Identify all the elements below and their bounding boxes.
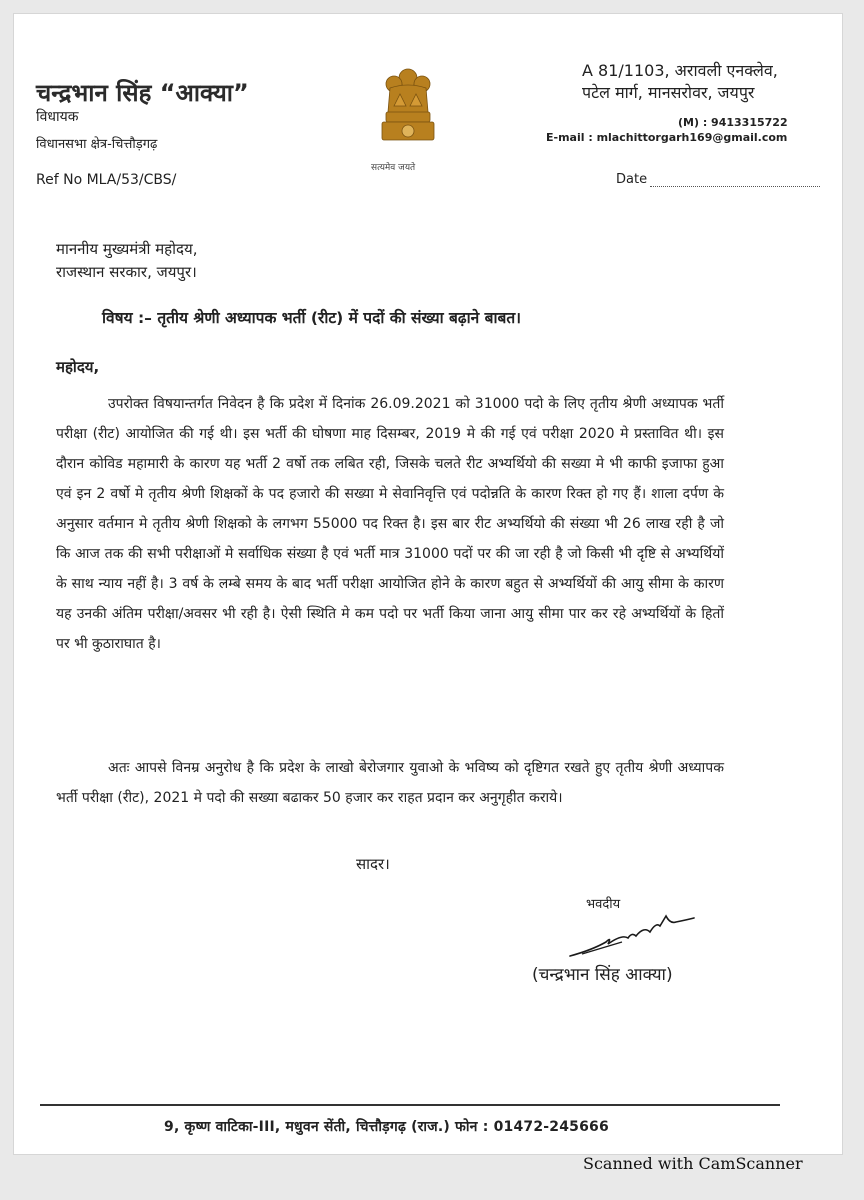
addressee-line-1: माननीय मुख्यमंत्री महोदय, xyxy=(56,240,198,258)
letter-page xyxy=(14,14,842,1154)
reference-number: Ref No MLA/53/CBS/ xyxy=(36,172,177,188)
addressee-line-2: राजस्थान सरकार, जयपुर। xyxy=(56,263,197,281)
emblem-motto: सत्यमेव जयते xyxy=(371,163,416,173)
mobile-number: (M) : 9413315722 xyxy=(678,116,788,129)
address-line-1: A 81/1103, अरावली एनक्लेव, xyxy=(582,61,778,80)
sender-constituency: विधानसभा क्षेत्र-चित्तौड़गढ़ xyxy=(36,137,158,152)
email-address: E-mail : mlachittorgarh169@gmail.com xyxy=(546,131,788,144)
yours-faithfully: भवदीय xyxy=(586,897,621,912)
footer-address: 9, कृष्ण वाटिका-III, मधुवन सेंती, चित्तौड़गढ़ (राज.) फोन : 01472-245666 xyxy=(164,1119,609,1135)
sender-name: चन्द्रभान सिंह “आक्या” xyxy=(36,79,249,107)
scanner-watermark: Scanned with CamScanner xyxy=(583,1154,803,1173)
subject-line: विषय :– तृतीय श्रेणी अध्यापक भर्ती (रीट) में पदों की संख्या बढ़ाने बाबत। xyxy=(102,309,522,327)
body-paragraph-2: अतः आपसे विनम्र अनुरोध है कि प्रदेश के लाखो बेरोजगार युवाओ के भविष्य को दृष्टिगत रखते हुए तृतीय श्रेणी अध्यापक भर्ती परीक्षा (रीट), 2021 मे पदो की सख्या बढाकर 50 हजार कर राहत प्रदान कर अनुगृहीत कराये। xyxy=(56,760,724,806)
body-paragraph-1: उपरोक्त विषयान्तर्गत निवेदन है कि प्रदेश में दिनांक 26.09.2021 को 31000 पदो के लिए तृतीय श्रेणी अध्यापक भर्ती परीक्षा (रीट) आयोजित की गई थी। इस भर्ती की घोषणा माह दिसम्बर, 2019 मे की गई एवं परीक्षा 2020 मे प्रस्तावित थी। इस दौरान कोविड महामारी के कारण यह भर्ती 2 वर्षो तक लबित रही, जिसके चलते रीट अभ्यर्थियो की सख्या मे भी काफी इजाफा हुआ एवं इन 2 वर्षो मे तृतीय श्रेणी शिक्षकों के पद हजारो की सख्या मे सेवानिवृत्ति एवं पदोन्नति के कारण रिक्त हो गए हैं। शाला दर्पण के अनुसार वर्तमान मे तृतीय श्रेणी शिक्षको के लगभग 55000 पद रिक्त है। इस बार रीट अभ्यर्थियो की संख्या भी 26 लाख रही है जो कि आज तक की सभी परीक्षाओं मे सर्वाधिक संख्या है एवं भर्ती मात्र 31000 पदों पर की जा रही है जो किसी भी दृष्टि से अभ्यर्थियों के साथ न्याय नहीं है। 3 वर्ष के लम्बे समय के बाद भर्ती परीक्षा आयोजित होने के कारण बहुत से अभ्यर्थियों की आयु सीमा के कारण यह उनकी अंतिम परीक्षा/अवसर भी रही है। ऐसी स्थिति मे कम पदो पर भर्ती किया जाना आयु सीमा पार कर रहे अभ्यर्थियों के हितों पर भी कुठाराघात है। xyxy=(56,396,724,652)
date-label: Date xyxy=(616,172,648,187)
handwritten-signature xyxy=(562,912,702,962)
date-blank-line xyxy=(650,186,820,187)
sender-designation: विधायक xyxy=(36,109,79,125)
address-line-2: पटेल मार्ग, मानसरोवर, जयपुर xyxy=(582,83,755,102)
greeting: महोदय, xyxy=(56,358,100,376)
footer-divider xyxy=(40,1104,780,1106)
closing: सादर। xyxy=(356,855,390,873)
national-emblem-icon xyxy=(370,64,446,172)
signatory-name: (चन्द्रभान सिंह आक्या) xyxy=(532,965,673,985)
